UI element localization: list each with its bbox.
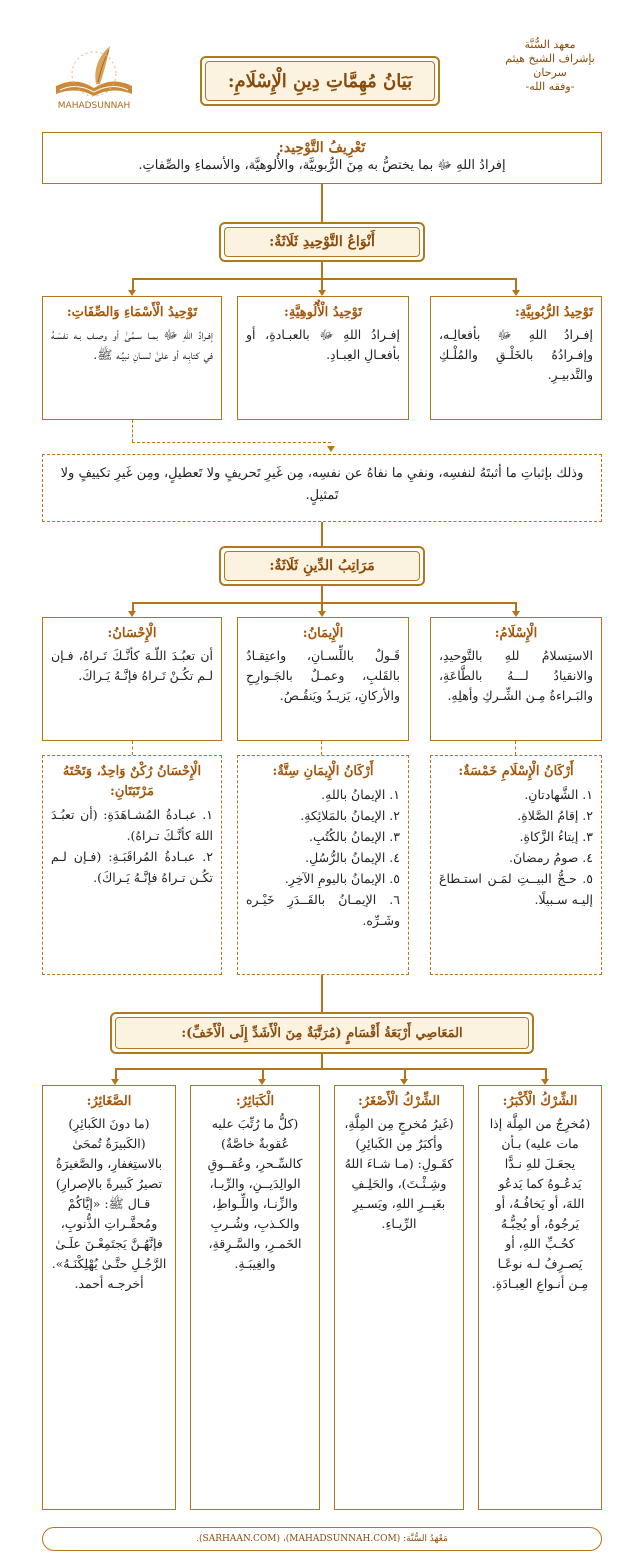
ihsan-title: الْإِحْسَانُ:: [107, 626, 157, 641]
rububiyyah-body: إفـرادُ اللهِ ﷻ بأفعالِـه، وإفـرادُهُ بالخَلْـقِ والمُلْـكِ والتَّدبيـرِ.: [439, 327, 593, 382]
tawheed-definition-title: تَعْرِيفُ التَّوْحِيد:: [278, 140, 366, 156]
islam-box: [430, 617, 602, 741]
islam-pillars-title: أَرْكَانُ الْإِسْلَامِ خَمْسَةٌ:: [458, 764, 574, 779]
list-item: ٤. صومُ رمضانَ.: [509, 850, 593, 865]
logo-caption: MAHADSUNNAH: [57, 101, 131, 111]
connector-dashed: [515, 741, 516, 755]
list-item: ٦. الإيمـانُ بالقَــدَرِ خَيْـره وشَـرِّه.: [246, 892, 400, 928]
list-item: ٣. إيتاءُ الزَّكاةِ.: [519, 829, 593, 844]
tawheed-types-heading: أَنْوَاعُ التَّوْحِيدِ ثَلَاثَةٌ:: [224, 227, 420, 257]
rububiyyah-title: تَوْحِيدُ الرُّبُوبِيَّةِ:: [514, 305, 593, 320]
ihsan-body: أن تعبُـدَ اللّـهَ كأنَّـكَ تَـراهُ، فـإن لـم تكُـنْ تَـراهُ فإنَّـهُ يَـراكَ.: [51, 648, 213, 683]
connector-dashed: [132, 420, 133, 442]
ihsan-pillars-title: الْإِحْسَانُ رُكْنٌ وَاحِدٌ، وَتَحْتَهُ مَرْتَبَتَانِ:: [62, 764, 202, 799]
tawheed-definition-box: [42, 132, 602, 184]
minor-shirk-title: الشِّرْكُ الْأَصْغَرُ:: [358, 1094, 440, 1109]
connector-line: [321, 184, 323, 222]
institute-line: معهد السُّنَّة: [524, 38, 576, 51]
list-item: ١. عبـادةُ المُشـاهَدَةِ: (أن تعبُـدَ اللهَ كأنَّـكَ تـراهُ).: [51, 807, 213, 843]
iman-title: الْإِيمَانُ:: [302, 626, 344, 641]
institute-line: -وفقه الله-: [525, 80, 575, 93]
connector-line: [321, 1054, 323, 1068]
ihsan-pillars-list: [51, 804, 213, 888]
asma-sifat-body: إفـرادُ اللهِ ﷻ بمـا سـمَّىٰ أو وصـف بـه نفسَـهُ في كتابِـه أو علىٰ لسـانِ نبيِّـه ﷺ.: [51, 327, 213, 362]
islam-pillars-list: [439, 784, 593, 910]
list-item: ٥. الإيمانُ باليومِ الآخِرِ.: [284, 871, 400, 886]
deen-levels-heading: مَرَاتِبُ الدِّينِ ثَلَاثَةٌ:: [224, 551, 420, 581]
institute-line: بإشراف الشيخ هيثم: [505, 52, 595, 65]
uluhiyyah-title: تَوْحِيدُ الْأُلُوهِيَّةِ:: [284, 305, 362, 320]
list-item: ٢. إقامُ الصَّلاةِ.: [517, 808, 593, 823]
asma-sifat-note: وذلك بإثباتِ ما أثبتَهُ لنفسِه، ونفيِ ما نفاهُ عن نفسِه، مِن غَيرِ تَحريفٍ ولا تَعطيلٍ، ومِن غَيرِ تكييفٍ ولا تَمثيلٍ.: [42, 454, 602, 522]
iman-box: [237, 617, 409, 741]
uluhiyyah-body: إفـرادُ اللهِ ﷻ بالعبـادةِ، أو بأفعـالِ العِبـادِ.: [246, 327, 400, 362]
book-quill-logo-icon: [46, 40, 142, 112]
tawheed-types-heading-frame: [219, 222, 425, 262]
minor-shirk-box: [334, 1085, 464, 1510]
footer-links[interactable]: مَعْهَدُ السُّنَّة: (MAHADSUNNAH.COM)، (SARHAAN.COM).: [42, 1527, 602, 1551]
minor-sins-body: (ما دونَ الكَبائِرِ) (الكَبيرَةُ تُمحَىٰ بالاستِغفارِ، والصَّغيرَةُ تصيرُ كَبيرةً بالإصرارِ) قـال ﷺ: «إيَّاكُمْ ومُحقَّـراتِ الذُّنوبِ، فإنَّهُـنَّ يَجتَمِعْـنَ علَـىٰ الرَّجُـلِ حتَّـىٰ يُهْلِكْنَـهُ». أخرجـه أحمد.: [51, 1116, 167, 1291]
sins-heading: المَعَاصِي أَرْبَعَةُ أَقْسَامٍ (مُرَتَّبَةٌ مِنَ الْأَشَدِّ إِلَى الْأَخَفِّ):: [115, 1017, 529, 1049]
iman-pillars-title: أَرْكَانُ الْإِيمَانِ سِتَّةٌ:: [272, 764, 374, 779]
asma-sifat-title: تَوْحِيدُ الْأَسْمَاءِ وَالصِّفَاتِ:: [66, 305, 198, 320]
institute-logo: [46, 40, 142, 112]
islam-body: الاستِسلامُ للهِ بالتَّوحيدِ، والانقيادُ لـــهُ بالطَّاعَةِ، والبَـراءةُ مِـن الشِّـركِ وأهلِهِ.: [439, 648, 593, 703]
arrow-down-icon: [327, 446, 335, 452]
minor-sins-box: [42, 1085, 176, 1510]
deen-levels-heading-frame: [219, 546, 425, 586]
minor-shirk-body: (غَيرُ مُخرجٍ مِن المِلَّةِ، وأكبَرُ مِن الكَبائِرِ) كقَـولِ: (مـا شـاءَ اللهُ وشِـئْـتَ)، والحَلِـفِ بغَيــرِ اللهِ، ويَسـيرِ الرِّيـاءِ.: [344, 1116, 454, 1231]
major-sins-body: (كلُّ ما رُتِّبَ عليه عُقوبةٌ خاصَّةٌ) كالسِّـحرِ، وعُقــوقِ الوالِدَيــنِ، والرِّبـا، والزِّنـا، واللِّـواطِ، والكـذبِ، وشُـربِ الخَمـرِ، والسَّـرِقةِ، والغِيبَـةِ.: [207, 1116, 303, 1271]
uluhiyyah-box: [237, 296, 409, 420]
list-item: ٢. الإيمانُ بالمَلائِكةِ.: [300, 808, 400, 823]
list-item: ٤. الإيمانُ بالرُّسُلِ.: [305, 850, 400, 865]
connector-line: [132, 278, 516, 280]
list-item: ١. الإيمانُ باللهِ.: [321, 787, 400, 802]
connector-line: [321, 586, 323, 602]
ihsan-box: [42, 617, 222, 741]
major-sins-box: [190, 1085, 320, 1510]
islam-title: الْإِسْلَامُ:: [494, 626, 538, 641]
major-sins-title: الْكَبَائِرُ:: [235, 1094, 275, 1109]
connector-line: [132, 602, 516, 604]
connector-line: [321, 262, 323, 278]
main-title-frame: [200, 56, 440, 106]
sins-heading-frame: [110, 1012, 534, 1054]
connector-dashed: [132, 741, 133, 755]
minor-sins-title: الصَّغَائِرُ:: [86, 1094, 132, 1109]
iman-pillars-list: [246, 784, 400, 931]
connector-line: [115, 1068, 546, 1070]
list-item: ١. الشَّهادتانِ.: [524, 787, 593, 802]
tawheed-definition-body: إفرادُ اللهِ ﷻ بما يختصُّ به مِنَ الرُّبوبيَّة، والأُلوهيَّة، والأسماءِ والصِّفاتِ.: [138, 158, 506, 173]
iman-pillars-box: [237, 755, 409, 975]
connector-line: [321, 975, 323, 1012]
connector-line: [321, 522, 323, 546]
page-title: بَيَانُ مُهِمَّاتِ دِينِ الْإِسْلَامِ:: [205, 61, 435, 101]
connector-dashed: [132, 442, 331, 443]
connector-dashed: [321, 741, 322, 755]
islam-pillars-box: [430, 755, 602, 975]
major-shirk-body: (مُخرِجٌ من المِلَّة إذا مات عليه) بـأن يجعَـلَ للهِ نـدًّا يَدعُـوهُ كما يَدعُو اللهَ، أو يَخافُـهُ، أو يَرجُوهُ، أو يُحِبُّـهُ كحُـبِّ اللهِ، أو يَصـرِفُ لـه نوعًـا مِـن أنـواعِ العِبـادَةِ.: [489, 1116, 591, 1291]
rububiyyah-box: [430, 296, 602, 420]
list-item: ٢. عبـادةُ المُراقَبَـةِ: (فـإن لـم تكُـن تـراهُ فإنَّـهُ يَـراكَ).: [51, 849, 213, 885]
institute-signature: [500, 38, 600, 94]
major-shirk-box: [478, 1085, 602, 1510]
asma-sifat-box: [42, 296, 222, 420]
list-item: ٣. الإيمانُ بالكُتُبِ.: [309, 829, 400, 844]
list-item: ٥. حـجُّ البيــتِ لمَـن استـطاعَ إليـه سـبيلًا.: [439, 871, 593, 907]
major-shirk-title: الشِّرْكُ الْأَكْبَرُ:: [502, 1094, 578, 1109]
iman-body: قَـولٌ باللِّسـانِ، واعتِقـادٌ بالقَلبِ، وعمـلٌ بالجَـوارِحِ والأركانِ، يَزيـدُ ويَنقُـصُ.: [246, 648, 400, 703]
institute-line: سرحان: [533, 66, 567, 79]
ihsan-pillars-box: [42, 755, 222, 975]
